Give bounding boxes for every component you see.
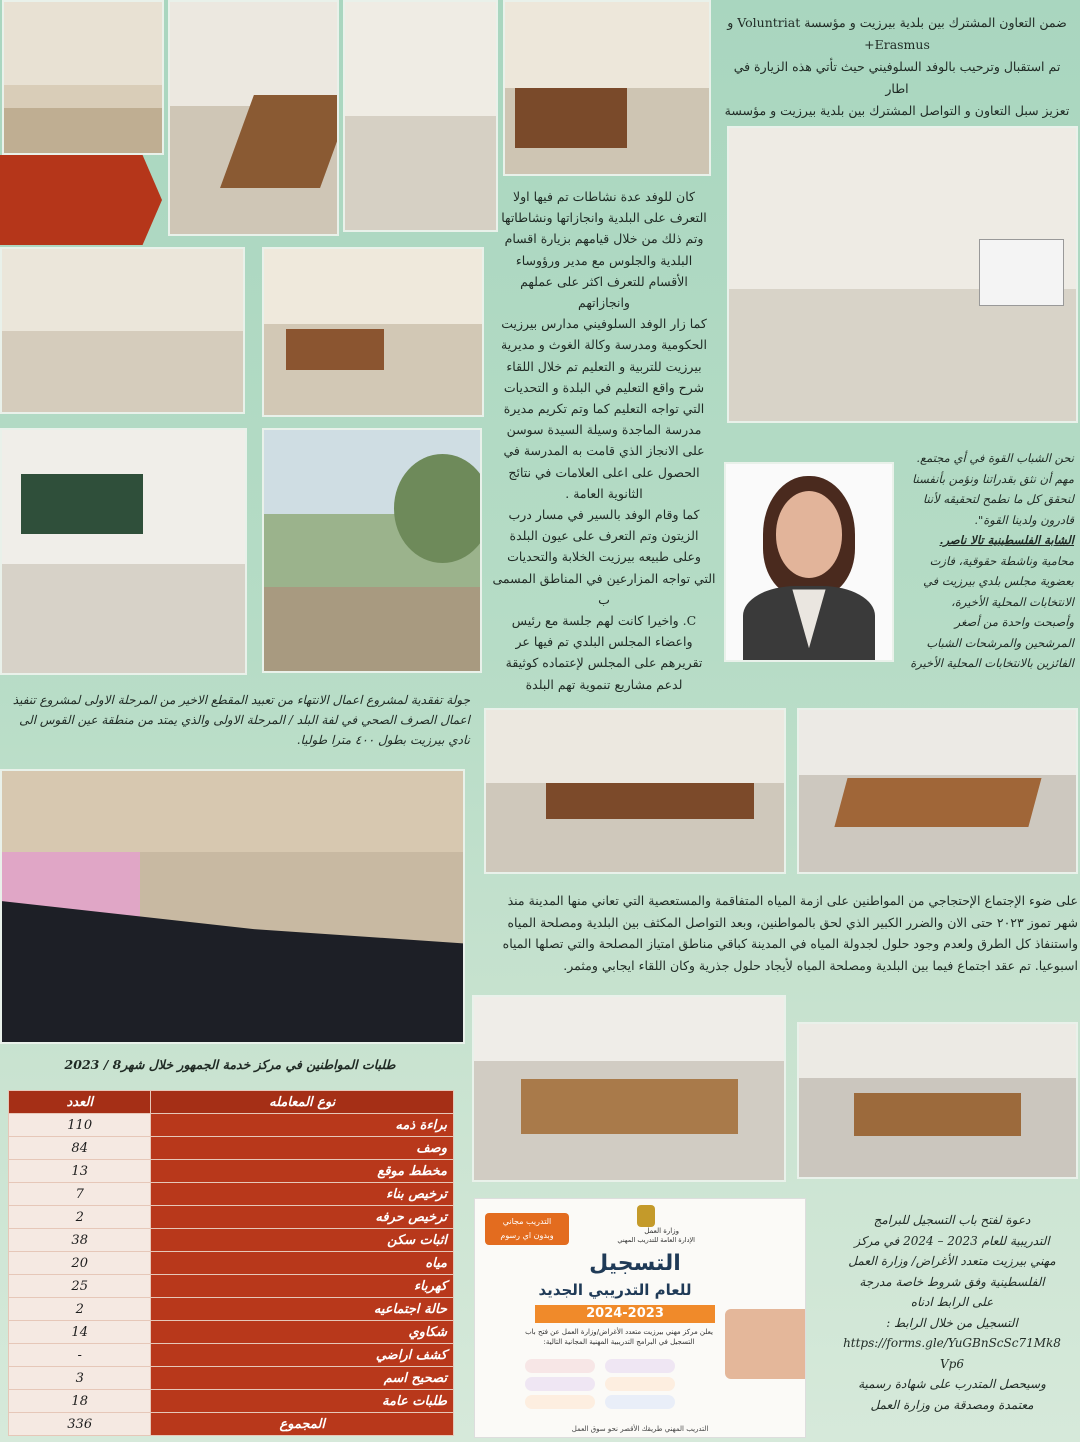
cell-count: 13 [9, 1160, 151, 1183]
youth-line: بعضوية مجلس بلدي بيرزيت في [923, 574, 1074, 588]
cell-count: 84 [9, 1137, 151, 1160]
photo-council-meeting-2 [797, 1022, 1078, 1179]
registration-line: على الرابط ادناه [910, 1295, 994, 1309]
registration-link[interactable]: Vp6 [940, 1356, 964, 1371]
registration-text [828, 1210, 1076, 1415]
poster-subtitle: للعام التدريبي الجديد [538, 1281, 692, 1299]
poster-footer: التدريب المهني طريقك الأقصر نحو سوق العمل [571, 1425, 709, 1433]
program-pill [525, 1359, 595, 1373]
cell-type: شكاوي [151, 1321, 454, 1344]
registration-line: التسجيل من خلال الرابط : [886, 1315, 1018, 1330]
visit-line: الحكومية ومدرسة وكالة الغوث و مديرية [501, 337, 707, 353]
photo-office-meeting [262, 247, 484, 417]
photo-water-meeting-1 [484, 708, 786, 874]
visit-line: كما زار الوفد السلوفيني مدارس بيرزيت [501, 316, 707, 332]
youth-line: المرشحين والمرشحات الشباب [926, 635, 1074, 650]
youth-line: لنحقق كل ما نطمح لتحقيقه لأننا [922, 492, 1074, 506]
registration-line: دعوة لفتح باب التسجيل للبرامج [873, 1213, 1031, 1227]
visit-line: واعضاء المجلس البلدي تم فيها عر [515, 634, 693, 650]
water-text: على ضوء الإجتماع الإحتجاجي من المواطنين على ازمة المياه المتفاقمة والمستعصية التي تعاني منها المدينة منذ شهر تموز ٢٠٢٣ حتى الان والضرر الكبير الذي لحق بالمواطنين، وبعد التواصل المكثف بين البلدية ومصلحة المياه واستنفاذ كل الطرق ولعدم وجود حلول لجدولة المياه في المدينة كباقي مناطق امتياز المصلحة والتي تصلها المياه اسبوعيا. تم عقد اجتماع فيما بين البلدية ومصلحة المياه لأيجاد حلول جذرية وكان اللقاء ايجابي ومثمر. [502, 893, 1078, 973]
cell-type: وصف [151, 1137, 454, 1160]
youth-line: الفائزين بالانتخابات المحلية الأخيرة [910, 656, 1074, 670]
decorative-arrow [0, 155, 162, 245]
table-row [9, 1114, 454, 1137]
youth-line: مهم أن نثق بقدراتنا ونؤمن بأنفسنا [912, 471, 1074, 486]
visit-line: الأقسام للتعرف اكثر على عملهم [520, 273, 688, 289]
visit-line: البلدية والجلوس مع مدير ورؤوساء [515, 252, 693, 268]
cell-type: كشف اراضي [151, 1344, 454, 1367]
visit-line: بيرزيت للتربية و التعليم تم خلال اللقاء [506, 358, 702, 374]
youth-line: وأصبحت واحدة من أصغر [954, 615, 1074, 629]
cell-count: 18 [9, 1390, 151, 1413]
youth-line: نحن الشباب القوة في أي مجتمع. [916, 451, 1074, 465]
cell-count: 7 [9, 1183, 151, 1206]
youth-text [898, 448, 1074, 674]
photo-road-paving [0, 769, 465, 1044]
table-row [9, 1252, 454, 1275]
cell-count: 2 [9, 1298, 151, 1321]
intro-line: تم استقبال وترحيب بالوفد السلوفيني حيث تأتي هذه الزيارة في اطار [733, 59, 1061, 96]
photo-meeting-room-1 [168, 0, 339, 236]
portrait-photo [724, 462, 894, 662]
cell-type: المجموع [151, 1413, 454, 1436]
cell-count: 3 [9, 1367, 151, 1390]
cell-count: 2 [9, 1206, 151, 1229]
cell-type: حالة اجتماعيه [151, 1298, 454, 1321]
visit-line: التعرف على البلدية وانجازاتها ونشاطاتها [501, 210, 707, 226]
poster-ministry: وزارة العمل [644, 1227, 679, 1235]
cell-type: اثبات سكن [151, 1229, 454, 1252]
intro-line: ضمن التعاون المشترك بين بلدية بيرزيت و مؤسسة Voluntriat و [727, 15, 1067, 30]
visit-line: تقريرهم على المجلس لإعتماده كوثيقة [505, 655, 703, 671]
table-row [9, 1206, 454, 1229]
photo-hallway-group [2, 0, 164, 155]
program-pill [605, 1395, 675, 1409]
visit-line: وعلى طبيعه بيرزيت الخلابة والتحديات [507, 549, 701, 565]
poster-sofa-image [725, 1309, 805, 1379]
poster-dept: الإدارة العامة للتدريب المهني [617, 1236, 695, 1244]
table-row [9, 1275, 454, 1298]
cell-type: مياه [151, 1252, 454, 1275]
cell-count: 14 [9, 1321, 151, 1344]
visit-line: لدعم مشاريع تنموية تهم البلدة [525, 676, 683, 692]
table-row [9, 1390, 454, 1413]
table-row [9, 1183, 454, 1206]
photo-delegation-gift [0, 247, 245, 414]
registration-line: التدريبية للعام 2023 – 2024 في مركز [854, 1233, 1050, 1248]
program-pill [605, 1359, 675, 1373]
training-poster [474, 1198, 806, 1438]
cell-type: مخطط موقع [151, 1160, 454, 1183]
intro-text [722, 12, 1072, 144]
visit-line: على الانجاز الذي قامت به المدرسة في [503, 443, 705, 459]
registration-line: الفلسطينية وفق شروط خاصة مدرجة [859, 1274, 1045, 1289]
photo-council-meeting-1 [472, 995, 786, 1182]
poster-free-badge [485, 1213, 569, 1245]
table-row [9, 1160, 454, 1183]
photo-classroom-visit [503, 0, 711, 176]
cell-count: 25 [9, 1275, 151, 1298]
table-row [9, 1367, 454, 1390]
visit-line: شرح واقع التعليم في البلدة و التحديات [503, 379, 705, 395]
table-row [9, 1344, 454, 1367]
visit-line: وتم ذلك من خلال قيامهم بزيارة اقسام [504, 231, 704, 247]
photo-group-large [727, 126, 1078, 423]
visit-line: التي تواجه التعليم كما وتم تكريم مديرة [503, 401, 705, 417]
table-title: طلبات المواطنين في مركز خدمة الجمهور خلال شهر8 / 2023 [64, 1057, 396, 1072]
cell-count: 38 [9, 1229, 151, 1252]
poster-years: 2024-2023 [535, 1305, 715, 1323]
program-pill [605, 1377, 675, 1391]
visit-line: وانجازاتهم [578, 295, 630, 311]
cell-count: 110 [9, 1114, 151, 1137]
intro-line: Erasmus+ [864, 37, 930, 52]
youth-line: الانتخابات المحلية الأخيرة، [951, 594, 1074, 609]
program-pill [525, 1395, 595, 1409]
poster-body: يعلن مركز مهني بيرزيت متعدد الأغراض/وزارة العمل عن فتح باب التسجيل في البرامج التدريبية المهنية المجانية التالية: [525, 1328, 713, 1346]
cell-type: ترخيص حرفه [151, 1206, 454, 1229]
visit-line: مدرسة الماجدة وسيلة السيدة سوسن [506, 422, 702, 438]
table-row-total [9, 1413, 454, 1436]
visit-line: C. واخيرا كانت لهم جلسة مع رئيس [511, 613, 697, 629]
registration-line: وسيحصل المتدرب على شهادة رسمية [858, 1377, 1046, 1391]
visit-line: كما وقام الوفد بالسير في مسار درب [508, 507, 700, 523]
intro-line: تعزيز سبل التعاون و التواصل المشترك بين بلدية بيرزيت و مؤسسة [724, 103, 1070, 118]
visit-text [490, 186, 718, 695]
col-header-type: نوع المعامله [151, 1091, 454, 1114]
cell-count: - [9, 1344, 151, 1367]
ministry-logo-icon [637, 1205, 655, 1227]
poster-badge-line: وبدون اي رسوم [500, 1231, 554, 1240]
visit-line: كان للوفد عدة نشاطات تم فيها اولا [512, 189, 695, 204]
program-pill [525, 1377, 595, 1391]
youth-name: الشابة الفلسطينية تالا ناصر. [939, 533, 1074, 547]
table-row [9, 1298, 454, 1321]
photo-water-meeting-2 [797, 708, 1078, 874]
poster-title: التسجيل [589, 1251, 681, 1276]
photo-office-crowd [343, 0, 498, 232]
cell-type: كهرباء [151, 1275, 454, 1298]
youth-line: قادرون ولدينا القوة". [974, 512, 1074, 527]
table-row [9, 1137, 454, 1160]
poster-badge-line: التدريب مجاني [502, 1217, 552, 1226]
requests-table [8, 1090, 454, 1436]
photo-olive-trail [262, 428, 482, 673]
visit-line: الزيتون وتم التعرف على عيون البلدة [509, 528, 699, 544]
cell-count: 20 [9, 1252, 151, 1275]
visit-line: التي تواجه المزارعين في المناطق المسمى ب [492, 570, 716, 607]
registration-line: معتمدة ومصدقة من وزارة العمل [870, 1397, 1034, 1412]
tour-text: جولة تفقدية لمشروع اعمال الانتهاء من تعبيد المقطع الاخير من المرحلة الاولى لمشروع تنفيذ اعمال الصرف الصحي في لفة البلد / المرحلة الاولى والذي يمتد من منطقة عين القوس الى نادي بيرزيت بطول ٤٠٠ مترا طوليا. [12, 693, 470, 747]
table-row [9, 1229, 454, 1252]
cell-type: براءة ذمه [151, 1114, 454, 1137]
cell-type: طلبات عامة [151, 1390, 454, 1413]
visit-line: الحصول على اعلى العلامات في نتائج [508, 464, 700, 480]
cell-type: ترخيص بناء [151, 1183, 454, 1206]
photo-school-classroom [0, 428, 247, 675]
registration-line: مهني بيرزيت متعدد الأغراض/ وزارة العمل [848, 1254, 1056, 1268]
visit-line: الثانوية العامة . [565, 485, 643, 501]
table-row [9, 1321, 454, 1344]
registration-link[interactable]: https://forms.gle/YuGBnScSc71Mk8 [843, 1336, 1061, 1350]
col-header-count: العدد [9, 1091, 151, 1114]
cell-count: 336 [9, 1413, 151, 1436]
youth-line: محامية وناشطة حقوقية، فازت [929, 553, 1074, 568]
cell-type: تصحيح اسم [151, 1367, 454, 1390]
